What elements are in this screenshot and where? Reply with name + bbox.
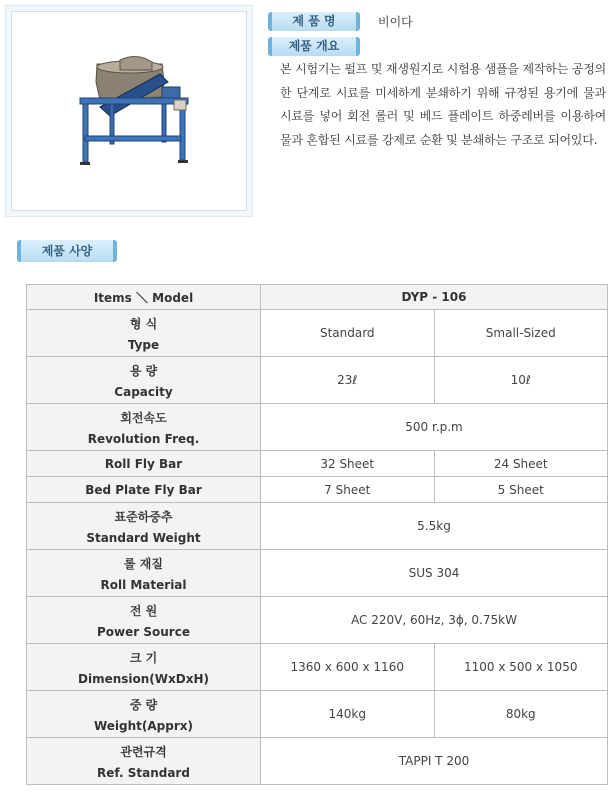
spec-label-ko: 회전속도 (120, 410, 167, 425)
spec-label-ko: 롤 재질 (124, 556, 163, 571)
spec-row-roll-material (27, 550, 608, 597)
spec-label-en: Capacity (114, 384, 173, 399)
spec-label-ko: 중 량 (129, 697, 158, 712)
spec-value: Small-Sized (434, 310, 608, 357)
product-description: 본 시험기는 펄프 및 재생원지로 시험용 샘플을 제작하는 공정의 한 단계로 시료를 미세하게 분쇄하기 위해 규정된 용기에 물과 시료를 넣어 회전 롤러 및 베드 플레이트 하중레버를 이용하여 물과 혼합된 시료를 강제로 순환 및 분쇄하는 구조로 되어있다. (280, 62, 606, 147)
beater-machine-illustration (12, 12, 248, 212)
spec-value: 80kg (434, 691, 608, 738)
spec-value: 5.5kg (261, 503, 608, 550)
spec-value: 500 r.p.m (261, 404, 608, 451)
product-photo (11, 11, 247, 211)
spec-value: 1100 x 500 x 1050 (434, 644, 608, 691)
product-spec-tag: 제품 사양 (17, 240, 117, 262)
spec-value: SUS 304 (261, 550, 608, 597)
spec-label-en: Standard Weight (86, 530, 201, 545)
spec-header-row (27, 285, 608, 310)
spec-value: 23ℓ (261, 357, 435, 404)
spec-label-en: Power Source (97, 624, 190, 639)
spec-row-standard-weight (27, 503, 608, 550)
spec-label-en: Weight(Apprx) (93, 718, 194, 733)
spec-label-ko: 표준하중추 (114, 509, 173, 524)
spec-row-revolution (27, 404, 608, 451)
spec-label-ko: 관련규격 (120, 744, 167, 759)
spec-value: Standard (261, 310, 435, 357)
spec-label-en: Dimension(WxDxH) (78, 671, 209, 686)
spec-row-type (27, 310, 608, 357)
spec-label-ko: Roll Fly Bar (27, 451, 261, 477)
spec-label-en: Ref. Standard (97, 765, 190, 780)
spec-header-model: DYP - 106 (261, 285, 608, 310)
spec-value: 10ℓ (434, 357, 608, 404)
product-name: 비이다 (378, 15, 413, 29)
spec-value: TAPPI T 200 (261, 738, 608, 785)
spec-label-ko: 형 식 (129, 316, 158, 331)
spec-row-weight (27, 691, 608, 738)
spec-row-capacity (27, 357, 608, 404)
spec-row-roll-fly-bar (27, 451, 608, 477)
product-overview-tag: 제품 개요 (268, 37, 360, 56)
product-photo-frame (5, 5, 253, 217)
product-name-tag: 제 품 명 (268, 12, 360, 31)
spec-label-en: Revolution Freq. (87, 431, 200, 446)
spec-value: 5 Sheet (434, 477, 608, 503)
spec-label-ko: 전 원 (129, 603, 158, 618)
spec-label-ko: Bed Plate Fly Bar (27, 477, 261, 503)
spec-label-ko: 크 기 (129, 650, 158, 665)
spec-value: 140kg (261, 691, 435, 738)
spec-value: 24 Sheet (434, 451, 608, 477)
spec-label-ko: 용 량 (129, 363, 158, 378)
spec-row-ref-standard (27, 738, 608, 785)
spec-label-en: Roll Material (100, 577, 187, 592)
spec-header-label: Items ＼ Model (27, 285, 261, 310)
spec-value: 7 Sheet (261, 477, 435, 503)
spec-row-bed-plate-fly-bar (27, 477, 608, 503)
spec-value: 1360 x 600 x 1160 (261, 644, 435, 691)
spec-table (26, 284, 608, 785)
spec-row-power-source (27, 597, 608, 644)
spec-value: AC 220V, 60Hz, 3ϕ, 0.75kW (261, 597, 608, 644)
spec-row-dimension (27, 644, 608, 691)
spec-value: 32 Sheet (261, 451, 435, 477)
spec-label-en: Type (127, 337, 160, 352)
